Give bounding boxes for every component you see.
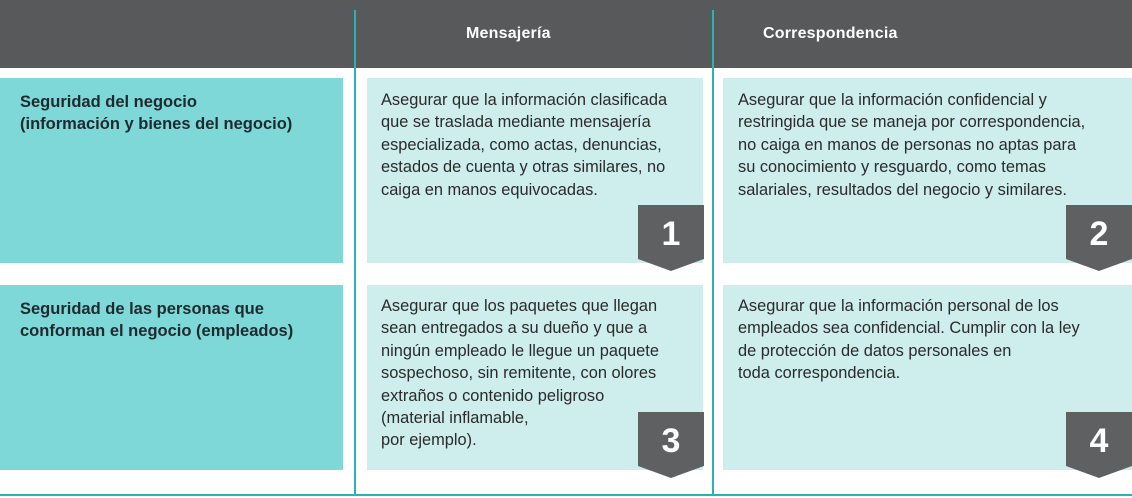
cell-text-line: no caiga en manos de personas no aptas para [738, 135, 1077, 154]
number-tab-3 [638, 412, 704, 478]
number-label: 4 [1089, 422, 1109, 460]
column-header-correspondencia: Correspondencia [763, 25, 898, 42]
cell-text-line: sospechoso, sin remitente, con olores [381, 364, 657, 383]
row-label-line: Seguridad de las personas que [20, 300, 264, 318]
cell-text-line: Asegurar que la información confidencial y [738, 91, 1047, 109]
cell-text-line: Asegurar que la información personal de los [738, 297, 1059, 315]
table-bottom-border [0, 494, 1132, 496]
cell-text-line: ningún empleado le llegue un paquete [381, 341, 659, 360]
cell-text-line: de protección de datos personales en [738, 341, 1012, 360]
number-tab-1 [638, 205, 704, 271]
cell-text-line: Asegurar que los paquetes que llegan [381, 297, 658, 315]
cell-text-line: sean entregados a su dueño y que a [381, 319, 648, 338]
table-header [0, 0, 1132, 68]
column-divider [354, 10, 356, 496]
number-tab-2 [1066, 205, 1132, 271]
cell-text-line: restringida que se maneja por correspondencia, [738, 113, 1086, 132]
number-label: 1 [661, 215, 681, 253]
cell-text [738, 295, 1080, 385]
cell-text [381, 295, 659, 452]
row-label-line: Seguridad del negocio [20, 93, 197, 111]
column-header-mensajeria: Mensajería [466, 25, 551, 42]
cell-text-line: empleados sea confidencial. Cumplir con la ley [738, 319, 1080, 338]
cell-text-line: que se traslada mediante mensajería [381, 113, 651, 132]
cell-text-line: su conocimiento y resguardo, como temas [738, 158, 1046, 177]
cell-text-line: toda correspondencia. [738, 364, 901, 383]
row-label-line: (información y bienes del negocio) [20, 115, 293, 133]
cell-text [381, 89, 667, 201]
cell-text-line: extraños o contenido peligroso [381, 386, 605, 405]
cell-text-line: caiga en manos equivocadas. [381, 180, 598, 199]
number-label: 3 [661, 422, 681, 460]
cell-text-line: especializada, como actas, denuncias, [381, 135, 662, 154]
cell-text-line: (material inflamable, [381, 409, 529, 428]
cell-text-line: por ejemplo). [381, 431, 477, 450]
cell-text [738, 89, 1085, 201]
cell-text-line: Asegurar que la información clasificada [381, 91, 668, 109]
number-tab-4 [1066, 412, 1132, 478]
cell-text-line: salariales, resultados del negocio y similares. [738, 180, 1067, 199]
row-label-line: conforman el negocio (empleados) [20, 322, 294, 340]
number-label: 2 [1089, 215, 1109, 253]
row-label-seguridad-negocio [0, 78, 343, 263]
cell-text-line: estados de cuenta y otras similares, no [381, 158, 666, 177]
column-divider [712, 10, 714, 496]
row-label-seguridad-personas [0, 285, 343, 470]
